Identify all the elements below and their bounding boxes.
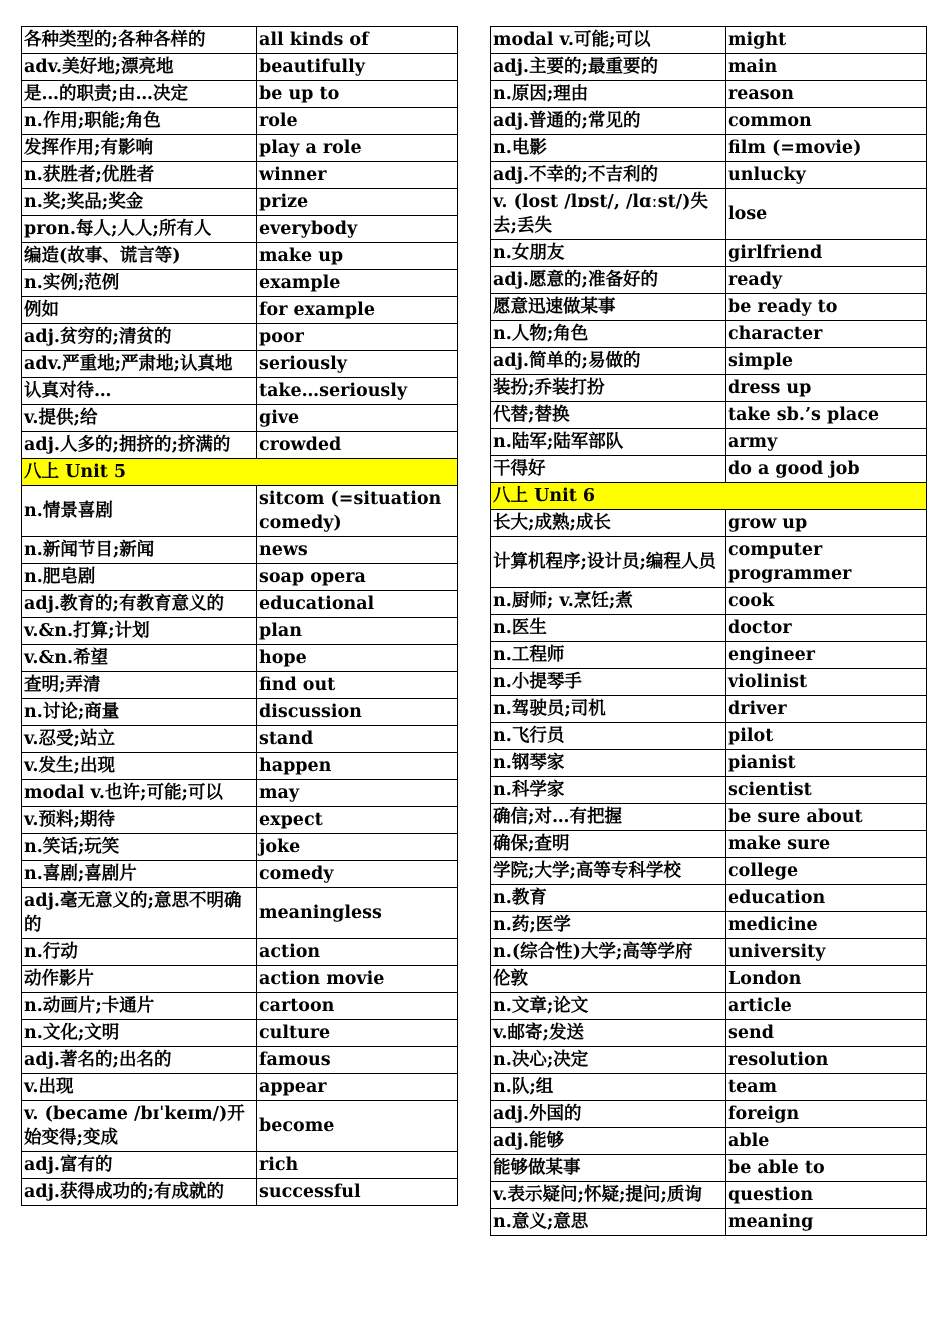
chinese-meaning: adj.贫穷的;清贫的 bbox=[22, 324, 257, 351]
chinese-meaning: 长大;成熟;成长 bbox=[491, 510, 726, 537]
vocab-row bbox=[491, 294, 927, 321]
english-term: be up to bbox=[257, 81, 458, 108]
english-term: crowded bbox=[257, 432, 458, 459]
vocab-row bbox=[491, 1182, 927, 1209]
vocab-row bbox=[22, 162, 458, 189]
chinese-meaning: modal v.也许;可能;可以 bbox=[22, 780, 257, 807]
vocab-row bbox=[491, 135, 927, 162]
chinese-meaning: n.队;组 bbox=[491, 1074, 726, 1101]
vocab-row bbox=[22, 591, 458, 618]
chinese-meaning: n.人物;角色 bbox=[491, 321, 726, 348]
english-term: reason bbox=[726, 81, 927, 108]
left-vocab-column bbox=[21, 26, 454, 1206]
vocab-row bbox=[22, 432, 458, 459]
chinese-meaning: adj.富有的 bbox=[22, 1152, 257, 1179]
english-term: meaning bbox=[726, 1209, 927, 1236]
chinese-meaning: n.意义;意思 bbox=[491, 1209, 726, 1236]
chinese-meaning: v.邮寄;发送 bbox=[491, 1020, 726, 1047]
unit-heading: 八上 Unit 5 bbox=[22, 459, 458, 486]
chinese-meaning: 是…的职责;由…决定 bbox=[22, 81, 257, 108]
english-term: successful bbox=[257, 1179, 458, 1206]
english-term: pianist bbox=[726, 750, 927, 777]
english-term: find out bbox=[257, 672, 458, 699]
chinese-meaning: n.科学家 bbox=[491, 777, 726, 804]
chinese-meaning: v. (became /bɪˈkeɪm/)开始变得;变成 bbox=[22, 1101, 257, 1152]
english-term: role bbox=[257, 108, 458, 135]
chinese-meaning: n.药;医学 bbox=[491, 912, 726, 939]
english-term: driver bbox=[726, 696, 927, 723]
vocab-row bbox=[491, 108, 927, 135]
english-term: able bbox=[726, 1128, 927, 1155]
chinese-meaning: 各种类型的;各种各样的 bbox=[22, 27, 257, 54]
vocab-row bbox=[491, 1209, 927, 1236]
unit-heading: 八上 Unit 6 bbox=[491, 483, 927, 510]
english-term: resolution bbox=[726, 1047, 927, 1074]
chinese-meaning: v.提供;给 bbox=[22, 405, 257, 432]
chinese-meaning: 装扮;乔装打扮 bbox=[491, 375, 726, 402]
english-term: article bbox=[726, 993, 927, 1020]
vocab-row bbox=[22, 645, 458, 672]
vocab-row bbox=[491, 1128, 927, 1155]
english-term: example bbox=[257, 270, 458, 297]
english-term: doctor bbox=[726, 615, 927, 642]
vocab-row bbox=[491, 777, 927, 804]
english-term: famous bbox=[257, 1047, 458, 1074]
english-term: computer programmer bbox=[726, 537, 927, 588]
vocab-row bbox=[491, 588, 927, 615]
vocab-row bbox=[22, 618, 458, 645]
vocab-row bbox=[22, 699, 458, 726]
english-term: dress up bbox=[726, 375, 927, 402]
english-term: action movie bbox=[257, 966, 458, 993]
english-term: all kinds of bbox=[257, 27, 458, 54]
chinese-meaning: 伦敦 bbox=[491, 966, 726, 993]
chinese-meaning: 发挥作用;有影响 bbox=[22, 135, 257, 162]
chinese-meaning: 例如 bbox=[22, 297, 257, 324]
chinese-meaning: v.出现 bbox=[22, 1074, 257, 1101]
chinese-meaning: n.获胜者;优胜者 bbox=[22, 162, 257, 189]
english-term: might bbox=[726, 27, 927, 54]
vocab-row bbox=[22, 537, 458, 564]
vocab-row bbox=[491, 615, 927, 642]
chinese-meaning: 编造(故事、谎言等) bbox=[22, 243, 257, 270]
vocab-row bbox=[491, 321, 927, 348]
vocab-row bbox=[22, 54, 458, 81]
english-term: cartoon bbox=[257, 993, 458, 1020]
chinese-meaning: n.驾驶员;司机 bbox=[491, 696, 726, 723]
chinese-meaning: n.(综合性)大学;高等学府 bbox=[491, 939, 726, 966]
vocab-row bbox=[491, 1047, 927, 1074]
chinese-meaning: n.女朋友 bbox=[491, 240, 726, 267]
vocab-row bbox=[22, 834, 458, 861]
english-term: take…seriously bbox=[257, 378, 458, 405]
chinese-meaning: adv.严重地;严肃地;认真地 bbox=[22, 351, 257, 378]
english-term: girlfriend bbox=[726, 240, 927, 267]
chinese-meaning: n.厨师; v.烹饪;煮 bbox=[491, 588, 726, 615]
english-term: make up bbox=[257, 243, 458, 270]
vocab-row bbox=[22, 270, 458, 297]
vocab-row bbox=[491, 723, 927, 750]
english-term: take sb.’s place bbox=[726, 402, 927, 429]
english-term: prize bbox=[257, 189, 458, 216]
vocab-row bbox=[22, 243, 458, 270]
vocab-row bbox=[22, 1074, 458, 1101]
english-term: expect bbox=[257, 807, 458, 834]
vocab-row bbox=[22, 1047, 458, 1074]
english-term: team bbox=[726, 1074, 927, 1101]
vocab-row bbox=[22, 1101, 458, 1152]
chinese-meaning: adj.著名的;出名的 bbox=[22, 1047, 257, 1074]
chinese-meaning: adj.主要的;最重要的 bbox=[491, 54, 726, 81]
vocab-row bbox=[22, 351, 458, 378]
vocab-row bbox=[22, 966, 458, 993]
vocab-row bbox=[491, 1020, 927, 1047]
chinese-meaning: 确保;查明 bbox=[491, 831, 726, 858]
english-term: play a role bbox=[257, 135, 458, 162]
english-term: question bbox=[726, 1182, 927, 1209]
vocab-row bbox=[491, 858, 927, 885]
vocab-row bbox=[491, 375, 927, 402]
vocab-row bbox=[491, 81, 927, 108]
vocab-row bbox=[491, 696, 927, 723]
chinese-meaning: adj.外国的 bbox=[491, 1101, 726, 1128]
vocab-row bbox=[22, 861, 458, 888]
english-term: winner bbox=[257, 162, 458, 189]
english-term: London bbox=[726, 966, 927, 993]
chinese-meaning: 干得好 bbox=[491, 456, 726, 483]
english-term: lose bbox=[726, 189, 927, 240]
vocab-row bbox=[22, 807, 458, 834]
left-vocab-rows bbox=[22, 27, 458, 1206]
vocab-row bbox=[22, 1179, 458, 1206]
vocab-row bbox=[22, 405, 458, 432]
vocab-row bbox=[491, 402, 927, 429]
english-term: medicine bbox=[726, 912, 927, 939]
vocab-row bbox=[22, 1152, 458, 1179]
chinese-meaning: n.行动 bbox=[22, 939, 257, 966]
vocab-row bbox=[491, 162, 927, 189]
unit-heading-row bbox=[491, 483, 927, 510]
right-vocab-column bbox=[490, 26, 923, 1236]
english-term: become bbox=[257, 1101, 458, 1152]
english-term: sitcom (=situation comedy) bbox=[257, 486, 458, 537]
vocab-row bbox=[491, 966, 927, 993]
chinese-meaning: 学院;大学;高等专科学校 bbox=[491, 858, 726, 885]
vocab-row bbox=[22, 297, 458, 324]
english-term: college bbox=[726, 858, 927, 885]
english-term: unlucky bbox=[726, 162, 927, 189]
english-term: ready bbox=[726, 267, 927, 294]
english-term: cook bbox=[726, 588, 927, 615]
english-term: meaningless bbox=[257, 888, 458, 939]
english-term: rich bbox=[257, 1152, 458, 1179]
vocab-row bbox=[22, 324, 458, 351]
chinese-meaning: n.情景喜剧 bbox=[22, 486, 257, 537]
english-term: may bbox=[257, 780, 458, 807]
vocab-row bbox=[491, 939, 927, 966]
right-vocab-rows bbox=[491, 27, 927, 1236]
chinese-meaning: n.动画片;卡通片 bbox=[22, 993, 257, 1020]
vocab-row bbox=[491, 1074, 927, 1101]
english-term: be sure about bbox=[726, 804, 927, 831]
english-term: give bbox=[257, 405, 458, 432]
chinese-meaning: n.工程师 bbox=[491, 642, 726, 669]
vocab-row bbox=[22, 993, 458, 1020]
vocab-row bbox=[491, 348, 927, 375]
chinese-meaning: n.喜剧;喜剧片 bbox=[22, 861, 257, 888]
chinese-meaning: v. (lost /lɒst/, /lɑːst/)失去;丢失 bbox=[491, 189, 726, 240]
english-term: comedy bbox=[257, 861, 458, 888]
vocab-row bbox=[22, 135, 458, 162]
vocab-row bbox=[22, 189, 458, 216]
chinese-meaning: n.决心;决定 bbox=[491, 1047, 726, 1074]
chinese-meaning: v.发生;出现 bbox=[22, 753, 257, 780]
english-term: culture bbox=[257, 1020, 458, 1047]
vocab-row bbox=[491, 189, 927, 240]
vocab-row bbox=[22, 753, 458, 780]
vocab-row bbox=[491, 669, 927, 696]
chinese-meaning: n.飞行员 bbox=[491, 723, 726, 750]
chinese-meaning: n.电影 bbox=[491, 135, 726, 162]
chinese-meaning: adj.能够 bbox=[491, 1128, 726, 1155]
chinese-meaning: v.&n.打算;计划 bbox=[22, 618, 257, 645]
chinese-meaning: adj.获得成功的;有成就的 bbox=[22, 1179, 257, 1206]
chinese-meaning: adj.毫无意义的;意思不明确的 bbox=[22, 888, 257, 939]
english-term: grow up bbox=[726, 510, 927, 537]
chinese-meaning: pron.每人;人人;所有人 bbox=[22, 216, 257, 243]
english-term: discussion bbox=[257, 699, 458, 726]
chinese-meaning: adj.普通的;常见的 bbox=[491, 108, 726, 135]
chinese-meaning: 计算机程序;设计员;编程人员 bbox=[491, 537, 726, 588]
chinese-meaning: n.文化;文明 bbox=[22, 1020, 257, 1047]
chinese-meaning: adj.不幸的;不吉利的 bbox=[491, 162, 726, 189]
left-vocab-table bbox=[21, 26, 458, 1206]
vocab-row bbox=[491, 27, 927, 54]
vocab-row bbox=[491, 537, 927, 588]
chinese-meaning: n.新闻节目;新闻 bbox=[22, 537, 257, 564]
chinese-meaning: adj.愿意的;准备好的 bbox=[491, 267, 726, 294]
unit-heading-row bbox=[22, 459, 458, 486]
vocab-row bbox=[22, 672, 458, 699]
english-term: make sure bbox=[726, 831, 927, 858]
vocab-row bbox=[22, 216, 458, 243]
chinese-meaning: adj.人多的;拥挤的;挤满的 bbox=[22, 432, 257, 459]
chinese-meaning: 认真对待… bbox=[22, 378, 257, 405]
english-term: news bbox=[257, 537, 458, 564]
english-term: seriously bbox=[257, 351, 458, 378]
english-term: be able to bbox=[726, 1155, 927, 1182]
vocab-row bbox=[491, 1155, 927, 1182]
vocab-row bbox=[491, 912, 927, 939]
chinese-meaning: n.原因;理由 bbox=[491, 81, 726, 108]
english-term: do a good job bbox=[726, 456, 927, 483]
english-term: poor bbox=[257, 324, 458, 351]
english-term: be ready to bbox=[726, 294, 927, 321]
chinese-meaning: n.小提琴手 bbox=[491, 669, 726, 696]
chinese-meaning: 愿意迅速做某事 bbox=[491, 294, 726, 321]
english-term: action bbox=[257, 939, 458, 966]
english-term: plan bbox=[257, 618, 458, 645]
vocab-row bbox=[22, 108, 458, 135]
vocab-row bbox=[491, 1101, 927, 1128]
chinese-meaning: adj.简单的;易做的 bbox=[491, 348, 726, 375]
chinese-meaning: 确信;对…有把握 bbox=[491, 804, 726, 831]
english-term: film (=movie) bbox=[726, 135, 927, 162]
vocab-row bbox=[22, 486, 458, 537]
english-term: appear bbox=[257, 1074, 458, 1101]
vocab-row bbox=[22, 780, 458, 807]
english-term: beautifully bbox=[257, 54, 458, 81]
chinese-meaning: n.教育 bbox=[491, 885, 726, 912]
english-term: main bbox=[726, 54, 927, 81]
chinese-meaning: n.实例;范例 bbox=[22, 270, 257, 297]
vocab-row bbox=[22, 81, 458, 108]
english-term: pilot bbox=[726, 723, 927, 750]
vocab-row bbox=[491, 993, 927, 1020]
english-term: soap opera bbox=[257, 564, 458, 591]
english-term: joke bbox=[257, 834, 458, 861]
vocab-row bbox=[22, 378, 458, 405]
chinese-meaning: 代替;替换 bbox=[491, 402, 726, 429]
vocab-row bbox=[22, 1020, 458, 1047]
english-term: university bbox=[726, 939, 927, 966]
english-term: violinist bbox=[726, 669, 927, 696]
chinese-meaning: adv.美好地;漂亮地 bbox=[22, 54, 257, 81]
vocab-row bbox=[491, 885, 927, 912]
english-term: send bbox=[726, 1020, 927, 1047]
vocab-row bbox=[491, 831, 927, 858]
chinese-meaning: n.肥皂剧 bbox=[22, 564, 257, 591]
english-term: educational bbox=[257, 591, 458, 618]
chinese-meaning: adj.教育的;有教育意义的 bbox=[22, 591, 257, 618]
english-term: character bbox=[726, 321, 927, 348]
english-term: army bbox=[726, 429, 927, 456]
chinese-meaning: v.忍受;站立 bbox=[22, 726, 257, 753]
chinese-meaning: n.笑话;玩笑 bbox=[22, 834, 257, 861]
english-term: hope bbox=[257, 645, 458, 672]
vocab-row bbox=[22, 888, 458, 939]
chinese-meaning: n.文章;论文 bbox=[491, 993, 726, 1020]
vocab-row bbox=[22, 726, 458, 753]
chinese-meaning: n.作用;职能;角色 bbox=[22, 108, 257, 135]
vocab-row bbox=[491, 642, 927, 669]
right-vocab-table bbox=[490, 26, 927, 1236]
english-term: education bbox=[726, 885, 927, 912]
vocab-row bbox=[491, 456, 927, 483]
vocab-row bbox=[22, 564, 458, 591]
vocab-row bbox=[491, 510, 927, 537]
vocab-row bbox=[491, 750, 927, 777]
chinese-meaning: v.&n.希望 bbox=[22, 645, 257, 672]
vocab-row bbox=[491, 267, 927, 294]
english-term: happen bbox=[257, 753, 458, 780]
chinese-meaning: v.预料;期待 bbox=[22, 807, 257, 834]
chinese-meaning: 查明;弄清 bbox=[22, 672, 257, 699]
chinese-meaning: n.奖;奖品;奖金 bbox=[22, 189, 257, 216]
vocab-row bbox=[22, 939, 458, 966]
vocab-row bbox=[491, 804, 927, 831]
english-term: engineer bbox=[726, 642, 927, 669]
vocab-row bbox=[491, 429, 927, 456]
english-term: simple bbox=[726, 348, 927, 375]
chinese-meaning: n.钢琴家 bbox=[491, 750, 726, 777]
english-term: common bbox=[726, 108, 927, 135]
english-term: foreign bbox=[726, 1101, 927, 1128]
english-term: stand bbox=[257, 726, 458, 753]
chinese-meaning: modal v.可能;可以 bbox=[491, 27, 726, 54]
chinese-meaning: 能够做某事 bbox=[491, 1155, 726, 1182]
chinese-meaning: 动作影片 bbox=[22, 966, 257, 993]
vocab-row bbox=[491, 54, 927, 81]
chinese-meaning: v.表示疑问;怀疑;提问;质询 bbox=[491, 1182, 726, 1209]
english-term: everybody bbox=[257, 216, 458, 243]
english-term: for example bbox=[257, 297, 458, 324]
chinese-meaning: n.陆军;陆军部队 bbox=[491, 429, 726, 456]
chinese-meaning: n.医生 bbox=[491, 615, 726, 642]
vocab-row bbox=[491, 240, 927, 267]
english-term: scientist bbox=[726, 777, 927, 804]
chinese-meaning: n.讨论;商量 bbox=[22, 699, 257, 726]
vocab-row bbox=[22, 27, 458, 54]
